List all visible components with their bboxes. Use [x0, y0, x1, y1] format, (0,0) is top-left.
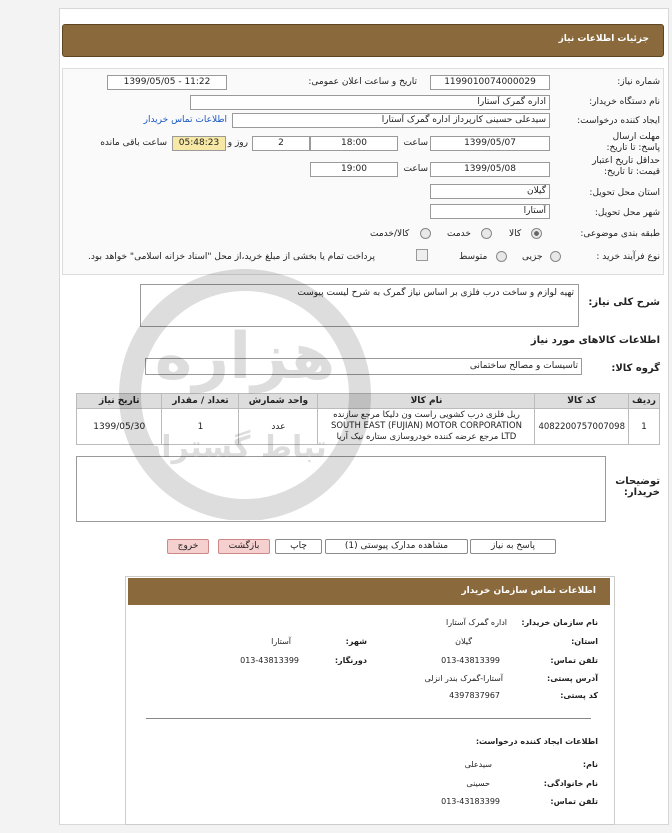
goods-group-label: گروه کالا:	[611, 363, 660, 374]
city-field[interactable]: آستارا	[430, 204, 550, 219]
divider	[146, 718, 591, 719]
watermark-text-sub: ارتباط گستران	[135, 430, 355, 465]
creator-info-title: اطلاعات ایجاد کننده درخواست:	[475, 737, 598, 746]
watermark-logo	[95, 260, 395, 523]
buyer-contact-link[interactable]: اطلاعات تماس خریدار	[143, 115, 227, 125]
goods-group-field: تاسیسات و مصالح ساختمانی	[145, 358, 582, 375]
postal-code-label: کد پستی:	[560, 691, 598, 700]
org-value: اداره گمرک آستارا	[445, 618, 507, 627]
process-minor-radio[interactable]	[550, 251, 561, 262]
fax-value: 013-43813399	[240, 656, 299, 665]
cell-name-line3: LTD مرجع عرضه کننده خودروسازی ستاره نیک آریا	[336, 432, 517, 442]
process-medium-label: متوسط	[459, 252, 488, 262]
contact-card-header	[128, 578, 610, 605]
creator-field[interactable]: سیدعلی حسینی کارپرداز اداره گمرک آستارا	[232, 113, 550, 128]
category-both-label: کالا/خدمت	[370, 229, 410, 239]
payment-note: پرداخت تمام یا بخشی از مبلغ خرید،از محل "اسناد خزانه اسلامی" خواهد بود.	[88, 252, 376, 262]
province-contact-label: استان:	[571, 637, 598, 646]
page-header	[62, 24, 664, 57]
buyer-org-label: نام دستگاه خریدار:	[589, 97, 660, 107]
address-label: آدرس پستی:	[547, 674, 598, 683]
province-field[interactable]: گیلان	[430, 184, 550, 199]
col-row: ردیف	[629, 394, 660, 409]
countdown-timer: 05:48:23	[172, 136, 226, 151]
creator-phone-label: تلفن تماس:	[550, 797, 598, 806]
creator-name-value: سیدعلی	[464, 760, 492, 769]
creator-name-label: نام:	[582, 760, 598, 769]
col-code: کد کالا	[535, 394, 629, 409]
days-label: روز و	[227, 138, 248, 148]
postal-code-value: 4397837967	[449, 691, 500, 700]
validity-time-field[interactable]: 19:00	[310, 162, 398, 177]
validity-date-field[interactable]: 1399/05/08	[430, 162, 550, 177]
phone-value: 013-43813399	[441, 656, 500, 665]
process-type-label: نوع فرآیند خرید :	[596, 252, 660, 262]
city-contact-label: شهر:	[345, 637, 367, 646]
exit-button[interactable]: خروج	[167, 539, 209, 554]
creator-family-value: حسینی	[466, 779, 490, 788]
announce-date-label: تاریخ و ساعت اعلان عمومی:	[308, 77, 417, 87]
cell-date: 1399/05/30	[77, 409, 162, 445]
province-contact-value: گیلان	[455, 637, 472, 646]
col-name: نام کالا	[318, 394, 535, 409]
deadline-time-field[interactable]: 18:00	[310, 136, 398, 151]
description-label: شرح کلی نیاز:	[588, 297, 660, 308]
org-label: نام سازمان خریدار:	[521, 618, 598, 627]
attachments-button[interactable]: مشاهده مدارک پیوستی (1)	[325, 539, 468, 554]
buyer-notes-label-line2: خریدار:	[623, 487, 660, 498]
category-goods-label: کالا	[509, 229, 522, 239]
description-text: تهیه لوازم و ساخت درب فلزی بر اساس نیاز گمرک به شرح لیست پیوست	[297, 288, 574, 298]
cell-unit: عدد	[239, 409, 318, 445]
days-remaining-field: 2	[252, 136, 310, 151]
need-number-label: شماره نیاز:	[617, 77, 660, 87]
category-service-radio[interactable]	[481, 228, 492, 239]
category-label: طبقه بندی موضوعی:	[580, 229, 660, 239]
province-label: استان محل تحویل:	[589, 188, 660, 198]
announce-date-field[interactable]: 1399/05/05 - 11:22	[107, 75, 227, 90]
reply-button[interactable]: پاسخ به نیاز	[470, 539, 556, 554]
back-button[interactable]: بازگشت	[218, 539, 270, 554]
contact-card-title: اطلاعات تماس سازمان خریدار	[461, 586, 596, 596]
goods-section-title: اطلاعات کالاهای مورد نیاز	[530, 335, 660, 346]
cell-qty: 1	[162, 409, 239, 445]
creator-family-label: نام خانوادگی:	[543, 779, 598, 788]
phone-label: تلفن تماس:	[550, 656, 598, 665]
cell-name-line1: ریل فلزی درب کشویی راست ون دلیکا مرجع سازنده	[333, 410, 520, 420]
city-contact-value: آستارا	[271, 637, 291, 646]
cell-name-line2: SOUTH EAST (FUJIAN) MOTOR CORPORATION	[330, 421, 522, 431]
creator-label: ایجاد کننده درخواست:	[577, 116, 660, 126]
watermark-text-main: هزاره	[154, 320, 336, 394]
page-title: جزئیات اطلاعات نیاز	[558, 34, 649, 44]
remaining-hours-label: ساعت باقی مانده	[100, 138, 167, 148]
creator-phone-value: 013-43183399	[441, 797, 500, 806]
fax-label: دورنگار:	[334, 656, 367, 665]
print-button[interactable]: چاپ	[275, 539, 322, 554]
deadline-time-label: ساعت	[403, 138, 428, 148]
process-medium-radio[interactable]	[496, 251, 507, 262]
deadline-label: مهلت ارسال پاسخ: تا تاریخ:	[606, 132, 660, 153]
need-number-field[interactable]: 1199010074000029	[430, 75, 550, 90]
cell-row: 1	[629, 409, 660, 445]
process-minor-label: جزیی	[522, 252, 543, 262]
col-date: تاریخ نیاز	[77, 394, 162, 409]
address-value: آستارا-گمرک بندر انزلی	[424, 674, 503, 683]
cell-code: 4082200757007098	[535, 409, 629, 445]
validity-label: حداقل تاریخ اعتبار قیمت: تا تاریخ:	[592, 156, 660, 177]
contact-card	[125, 576, 615, 825]
validity-time-label: ساعت	[403, 164, 428, 174]
col-unit: واحد شمارش	[239, 394, 318, 409]
buyer-notes-label-line1: توضیحات	[615, 476, 660, 487]
category-both-radio[interactable]	[420, 228, 431, 239]
category-service-label: خدمت	[447, 229, 471, 239]
buyer-notes-label	[615, 476, 660, 498]
treasury-checkbox[interactable]	[416, 249, 428, 261]
deadline-date-field[interactable]: 1399/05/07	[430, 136, 550, 151]
col-qty: تعداد / مقدار	[162, 394, 239, 409]
city-label: شهر محل تحویل:	[594, 208, 660, 218]
category-goods-radio[interactable]	[531, 228, 542, 239]
buyer-org-field[interactable]: اداره گمرک آستارا	[190, 95, 550, 110]
